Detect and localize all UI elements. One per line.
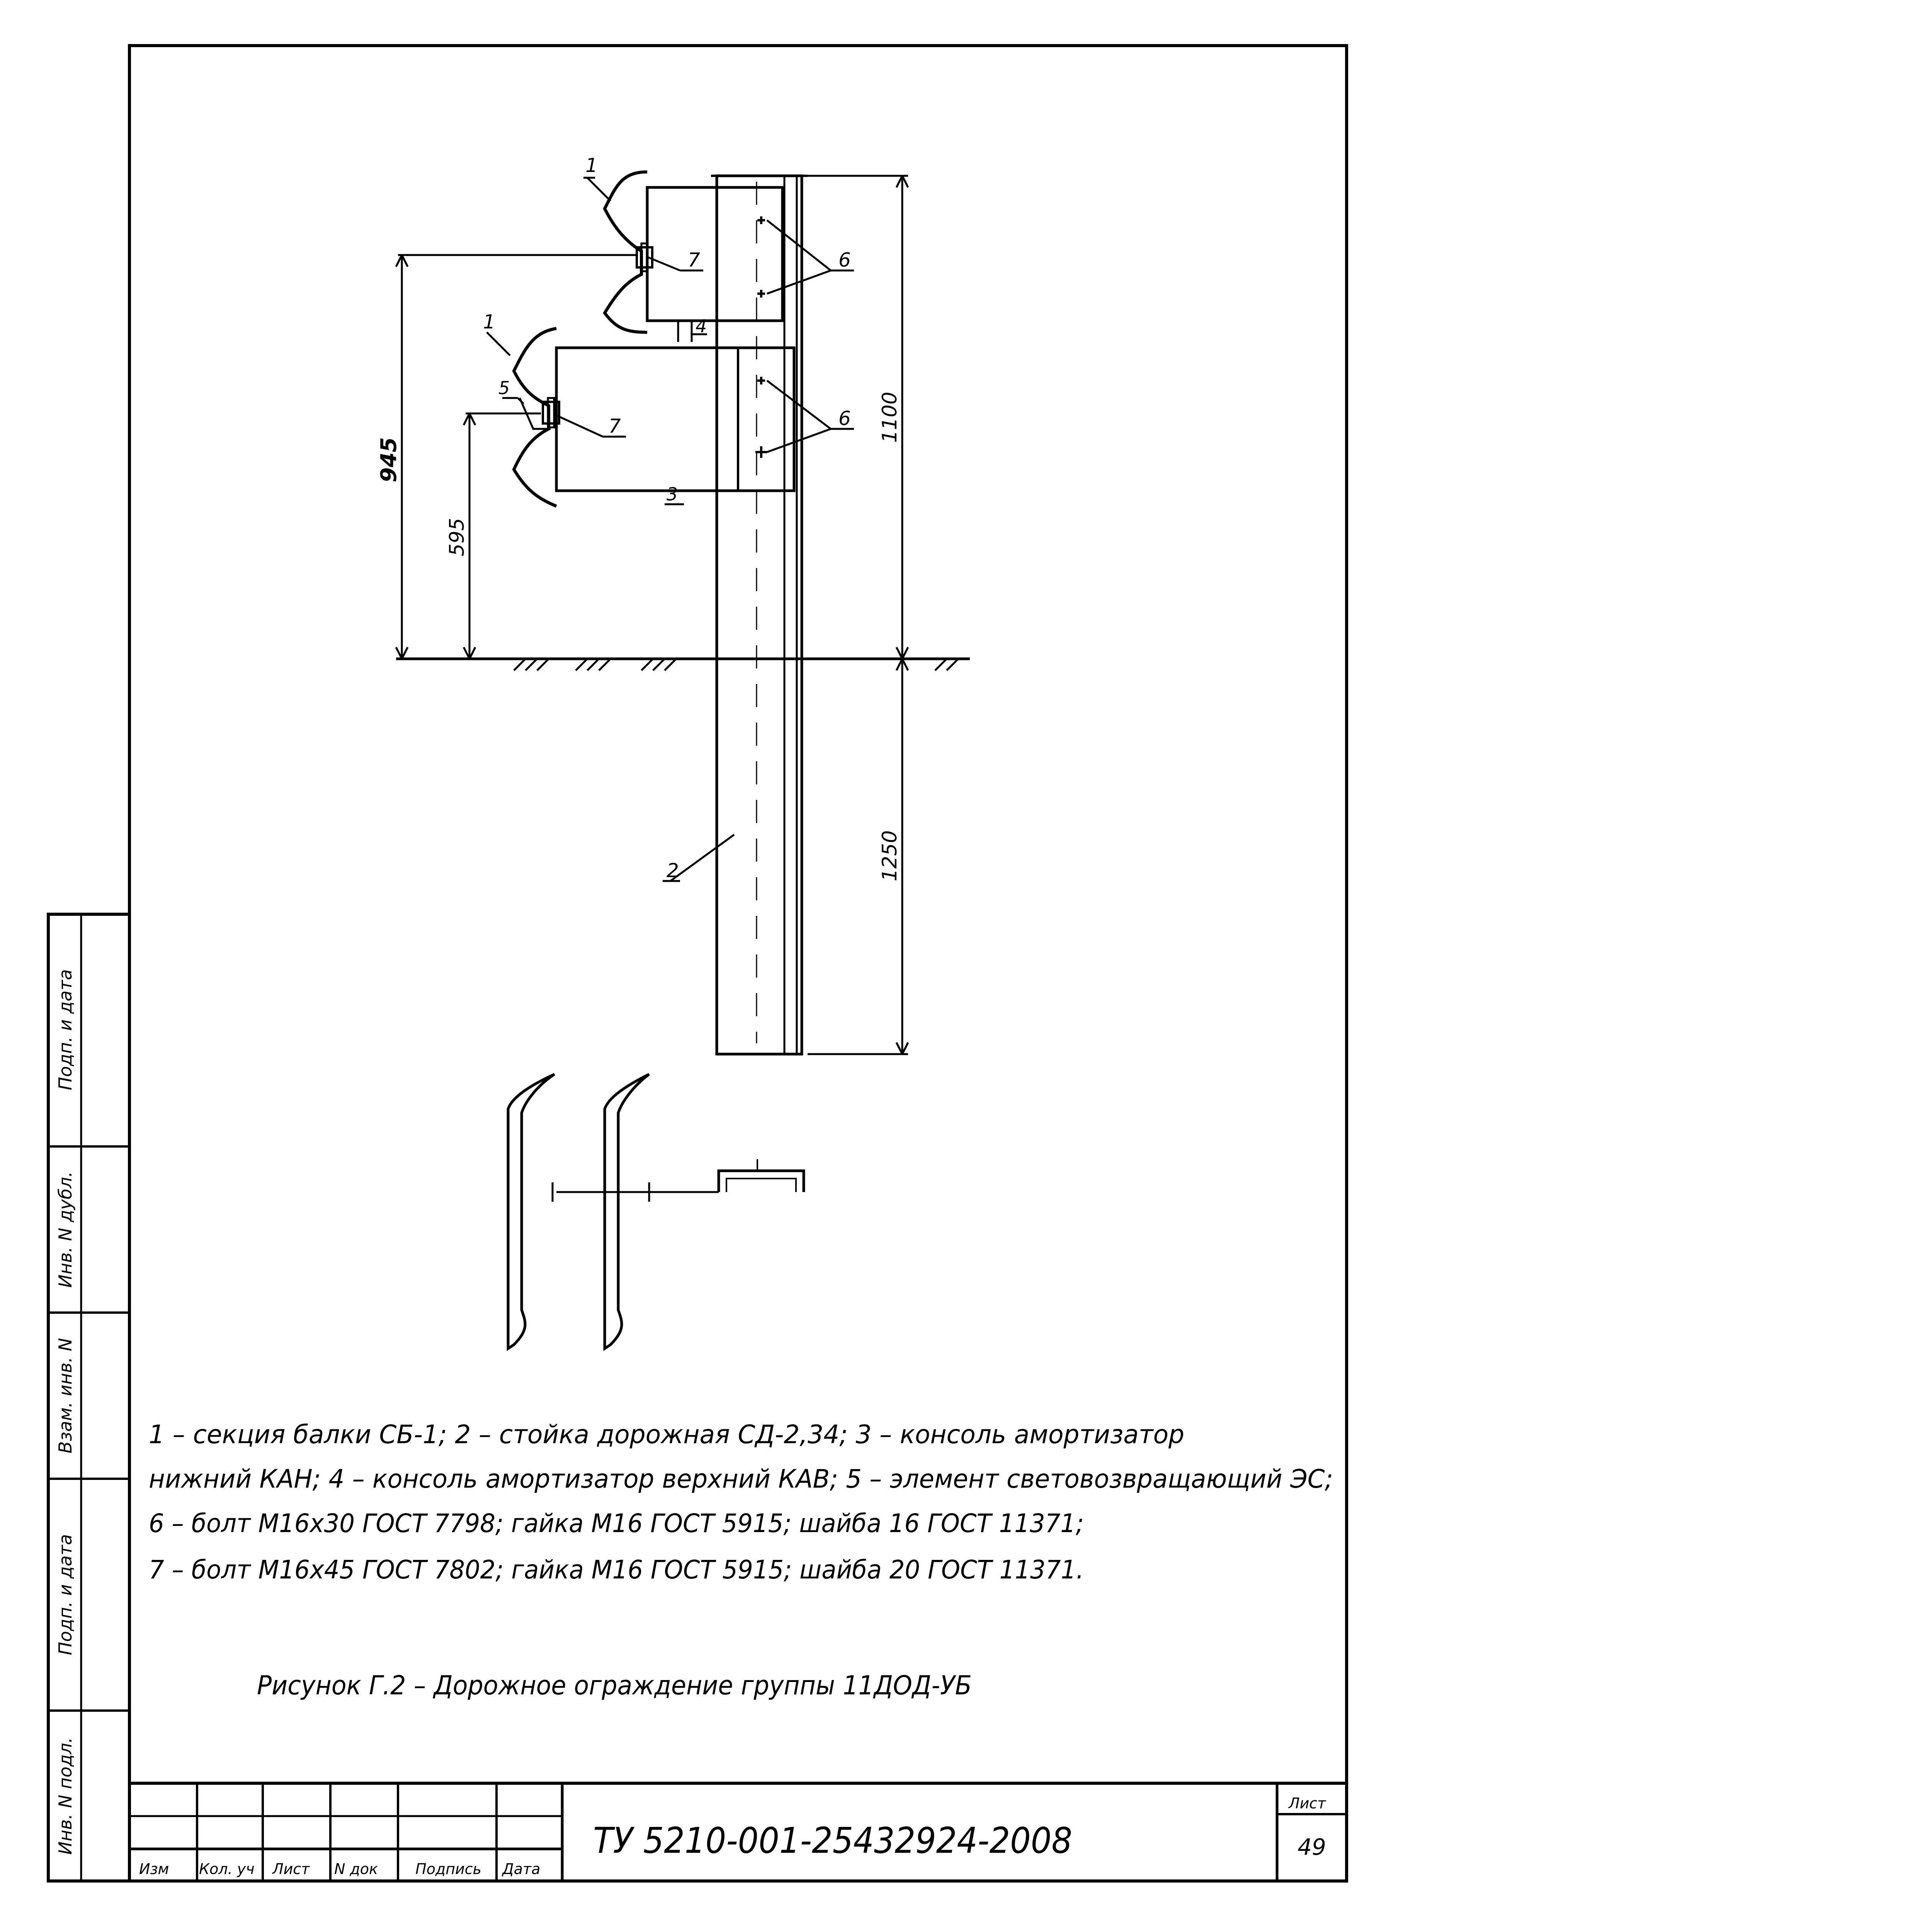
ground-line	[396, 659, 970, 670]
dimension-1100: 1100	[878, 391, 901, 443]
col-n-dok: N док	[334, 1861, 378, 1878]
plan-view-detail	[508, 1074, 804, 1349]
side-label-inv-dubl: Инв. N дубл.	[55, 1171, 76, 1288]
sheet-number: 49	[1298, 1834, 1326, 1860]
callout-6-bottom: 6	[838, 407, 851, 430]
callout-7-top: 7	[688, 249, 700, 271]
col-data: Дата	[502, 1861, 541, 1878]
side-label-vzam-inv: Взам. инв. N	[55, 1338, 76, 1454]
callout-4: 4	[696, 316, 707, 337]
side-label-inv-podl: Инв. N подл.	[55, 1737, 76, 1855]
dimension-1250: 1250	[878, 830, 901, 882]
dimension-lines	[396, 176, 908, 1054]
col-list: Лист	[272, 1861, 310, 1878]
legend-line-2: нижний КАН; 4 – консоль амортизатор верхний КАВ; 5 – элемент световозвращающий ЭС;	[149, 1464, 1333, 1494]
sheet-label: Лист	[1289, 1795, 1326, 1812]
side-label-podp-data-top: Подп. и дата	[55, 969, 76, 1090]
callout-7-bottom: 7	[609, 415, 621, 437]
dimension-945: 945	[376, 437, 401, 483]
col-izm: Изм	[139, 1861, 169, 1878]
callout-1-bottom: 1	[483, 311, 495, 333]
side-label-podp-data-bottom: Подп. и дата	[55, 1534, 76, 1655]
legend-line-1: 1 – секция балки СБ-1; 2 – стойка дорожная СД-2,34; 3 – консоль амортизатор	[149, 1420, 1184, 1449]
dimension-595: 595	[446, 518, 469, 556]
legend-line-4: 7 – болт М16х45 ГОСТ 7802; гайка М16 ГОСТ 5915; шайба 20 ГОСТ 11371.	[149, 1555, 1084, 1585]
figure-caption: Рисунок Г.2 – Дорожное ограждение группы 11ДОД-УБ	[257, 1670, 972, 1701]
callout-3: 3	[667, 484, 678, 505]
callout-2: 2	[667, 859, 679, 882]
col-podpis: Подпись	[415, 1861, 481, 1878]
lower-beam-profile	[514, 328, 556, 506]
callout-6-top: 6	[838, 249, 851, 271]
guardrail-drawing	[396, 172, 970, 1349]
callout-5: 5	[498, 378, 510, 398]
document-designation: ТУ 5210-001-25432924-2008	[593, 1820, 1072, 1861]
callout-1-top: 1	[585, 154, 598, 177]
road-post	[711, 176, 808, 1054]
lower-console	[556, 348, 794, 491]
leader-lines	[487, 178, 854, 881]
col-kol-uch: Кол. уч	[199, 1861, 255, 1878]
legend-line-3: 6 – болт М16х30 ГОСТ 7798; гайка М16 ГОСТ 5915; шайба 16 ГОСТ 11371;	[149, 1509, 1084, 1538]
legend	[149, 1420, 1333, 1585]
